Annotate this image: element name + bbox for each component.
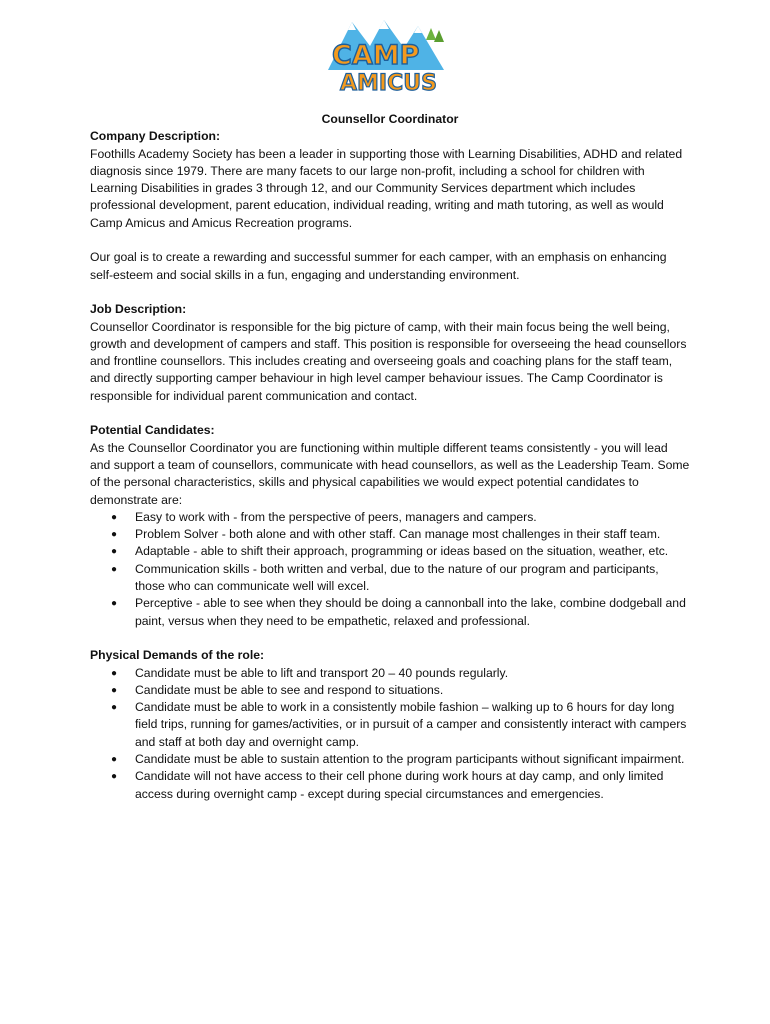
potential-candidates-intro: As the Counsellor Coordinator you are functioning within multiple different teams consistently - you will lead and support a team of counsellors, communicate with head counsellors, as well as the Leadership Team. Some of the personal characteristics, skills and physical capabilities we would expect potential candidates to demonstrate are: [90,440,690,507]
list-item [90,509,690,526]
list-item [90,595,690,630]
paragraph-gap [90,630,690,647]
list-item [90,751,690,768]
bullet-icon: ● [111,702,118,714]
snow-cap-middle [379,20,389,29]
list-item-text: Candidate must be able to lift and transport 20 – 40 pounds regularly. [135,665,509,680]
logo-word-amicus: AMICUS [340,71,437,96]
goal-paragraph: Our goal is to create a rewarding and successful summer for each camper, with an emphasis on enhancing self-esteem and social skills in a fun, engaging and understanding environment. [90,250,667,282]
company-description-paragraph: Foothills Academy Society has been a leader in supporting those with Learning Disabilities, ADHD and related diagnosis since 1979. There are many facets to our large non-profit, including a school for children with Learning Disabilities in grades 3 through 12, and our Community Services department which includes professional development, parent education, individual reading, writing and math tutoring, as well as would Camp Amicus and Amicus Recreation programs. [90,146,683,230]
list-item [90,543,690,560]
page-title: Counsellor Coordinator [321,112,459,126]
list-item [90,526,690,543]
list-item-text: Candidate must be able to work in a consistently mobile fashion – walking up to 6 hours for day long field trips, running for games/activities, or in pursuit of a camper and consistently interact with campers and staff at both day and overnight camp. [135,700,687,749]
list-item-text: Communication skills - both written and verbal, due to the nature of our program and participants, those who can communicate well will excel. [135,561,659,594]
list-item [90,699,690,751]
camp-amicus-logo [318,12,454,98]
bullet-icon: ● [111,563,118,575]
company-description-heading: Company Description: [90,129,221,144]
list-item-text: Easy to work with - from the perspective of peers, managers and campers. [135,509,537,524]
list-item [90,682,690,699]
tree-icon [426,28,436,40]
paragraph-gap [90,405,690,422]
list-item-text: Candidate will not have access to their cell phone during work hours at day camp, and only limited access during overnight camp - except during special circumstances and emergencies. [135,769,664,801]
document-content [90,111,690,803]
list-item-text: Perceptive - able to see when they should be doing a cannonball into the lake, combine dodgeball and paint, versus when they need to be empathetic, relaxed and professional. [135,596,686,628]
list-item [90,665,690,682]
bullet-icon: ● [111,667,118,679]
physical-demands-list [90,665,690,803]
list-item [90,768,690,803]
bullet-icon: ● [111,529,118,541]
list-item-text: Adaptable - able to shift their approach, programming or ideas based on the situation, weather, etc. [135,544,669,559]
job-description-paragraph: Counsellor Coordinator is responsible for the big picture of camp, with their main focus being the well being, growth and development of campers and staff. This position is responsible for overseeing the head counsellors and frontline counsellors. This includes creating and overseeing goals and coaching plans for the staff team, and directly supporting camper behaviour in high level camper behaviour issues. The Camp Coordinator is responsible for individual parent communication and contact. [90,319,687,403]
list-item-text: Candidate must be able to see and respond to situations. [135,682,444,697]
tree-icon [434,30,444,42]
bullet-icon: ● [111,753,118,765]
job-description-heading: Job Description: [90,302,187,317]
paragraph-gap [90,232,690,249]
logo-word-camp: CAMP [332,40,420,71]
list-item-text: Problem Solver - both alone and with other staff. Can manage most challenges in their staff team. [135,527,661,542]
bullet-icon: ● [111,684,118,696]
bullet-icon: ● [111,546,118,558]
physical-demands-heading: Physical Demands of the role: [90,648,265,663]
list-item-text: Candidate must be able to sustain attention to the program participants without significant impairment. [135,751,685,766]
bullet-icon: ● [111,598,118,610]
list-item [90,561,690,596]
bullet-icon: ● [111,771,118,783]
potential-candidates-heading: Potential Candidates: [90,423,215,438]
bullet-icon: ● [111,511,118,523]
camp-amicus-logo-graphic [318,12,454,98]
paragraph-gap [90,284,690,301]
snow-cap-right [414,26,422,33]
candidate-traits-list [90,509,690,630]
